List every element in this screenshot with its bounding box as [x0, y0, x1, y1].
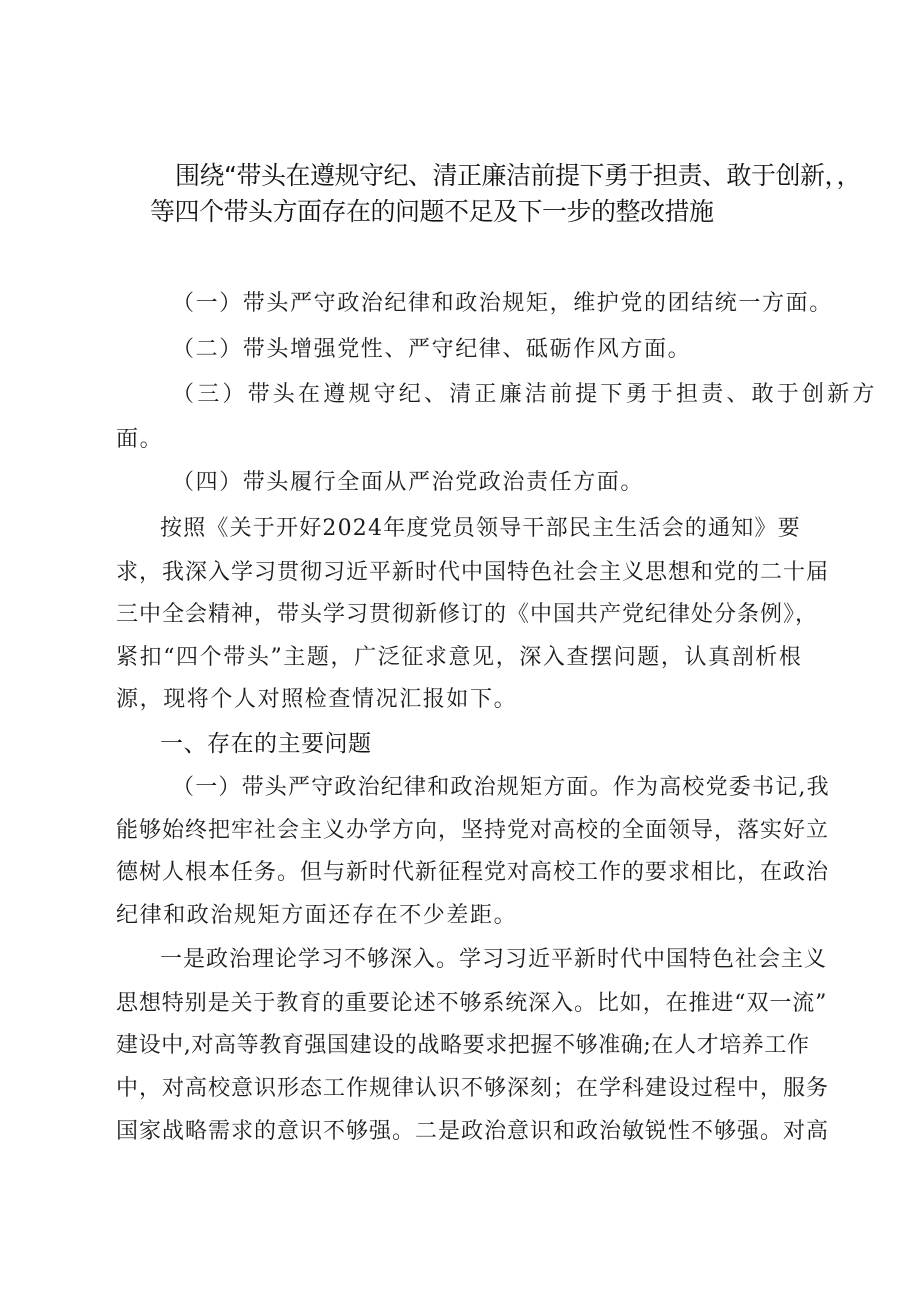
- section1-line-1: （一）带头严守政治纪律和政治规矩方面。作为高校党委书记,我: [172, 775, 830, 800]
- section1-line-4: 纪律和政治规矩方面还存在不少差距。: [116, 903, 518, 928]
- document-title: [150, 158, 875, 230]
- intro-line-5: 源，现将个人对照检查情况汇报如下。: [116, 687, 518, 712]
- intro-line-1: 按照《关于开好2024年度党员领导干部民主生活会的通知》要: [160, 516, 801, 541]
- intro-line-2: 求，我深入学习贯彻习近平新时代中国特色社会主义思想和党的二十届: [116, 560, 830, 585]
- outline-item-2: （二）带头增强党性、严守纪律、砥砺作风方面。: [172, 337, 692, 362]
- outline-item-3-cont: 面。: [116, 427, 164, 452]
- section1-line-3: 德树人根本任务。但与新时代新征程党对高校工作的要求相比，在政治: [116, 860, 830, 885]
- title-line-2: 等四个带头方面存在的问题不足及下一步的整改措施: [150, 197, 714, 226]
- problem-line-3: 建设中,对高等教育强国建设的战略要求把握不够准确;在人才培养工作: [116, 1033, 810, 1058]
- outline-item-3: （三）带头在遵规守纪、清正廉洁前提下勇于担责、敢于创新方: [172, 382, 878, 407]
- problem-line-1: 一是政治理论学习不够深入。学习习近平新时代中国特色社会主义: [160, 947, 828, 972]
- problem-line-2: 思想特别是关于教育的重要论述不够系统深入。比如，在推进“双一流”: [116, 991, 828, 1016]
- problem-line-4: 中，对高校意识形态工作规律认识不够深刻；在学科建设过程中，服务: [116, 1076, 830, 1101]
- intro-line-3: 三中全会精神，带头学习贯彻新修订的《中国共产党纪律处分条例》，: [116, 602, 819, 627]
- outline-item-4: （四）带头履行全面从严治党政治责任方面。: [172, 470, 645, 495]
- section-heading: 一、存在的主要问题: [160, 731, 372, 757]
- outline-item-1: （一）带头严守政治纪律和政治规矩，维护党的团结统一方面。: [172, 291, 833, 316]
- intro-line-4: 紧扣“四个带头”主题，广泛征求意见，深入查摆问题，认真剖析根: [116, 645, 803, 670]
- problem-line-5: 国家战略需求的意识不够强。二是政治意识和政治敏锐性不够强。对高: [116, 1119, 830, 1144]
- title-line-1: 围绕“带头在遵规守纪、清正廉洁前提下勇于担责、敢于创新，，: [175, 161, 861, 190]
- section1-line-2: 能够始终把牢社会主义办学方向，坚持党对高校的全面领导，落实好立: [116, 818, 830, 843]
